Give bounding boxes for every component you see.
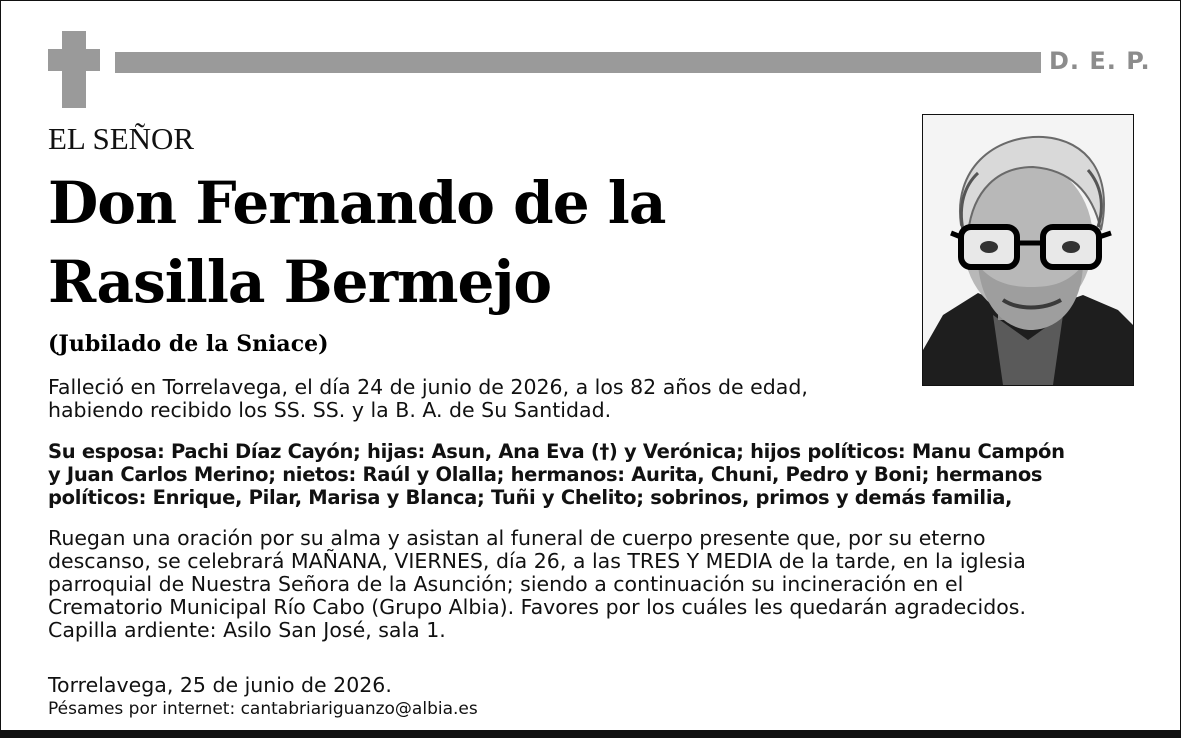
text-line: parroquial de Nuestra Señora de la Asunción; siendo a continuación su incineración en el [48, 572, 964, 596]
text-line: Su esposa: Pachi Díaz Cayón; hijas: Asun, Ana Eva (†) y Verónica; hijos políticos: Manu Campón [48, 440, 1065, 463]
family-list [48, 440, 1065, 509]
occupation: (Jubilado de la Sniace) [48, 331, 329, 357]
place-date: Torrelavega, 25 de junio de 2026. [48, 673, 392, 697]
cross-horizontal-bar [48, 49, 100, 71]
portrait-photo [922, 114, 1134, 386]
portrait-illustration [923, 115, 1133, 385]
funeral-details [48, 527, 1026, 642]
death-notice [48, 376, 808, 422]
intro-label: EL SEÑOR [48, 121, 195, 156]
condolences-line: Pésames por internet: cantabriariguanzo@albia.es [48, 699, 478, 719]
text-line: descanso, se celebrará MAÑANA, VIERNES, día 26, a las TRES Y MEDIA de la tarde, en la iglesia [48, 549, 1026, 573]
text-line: Falleció en Torrelavega, el día 24 de junio de 2026, a los 82 años de edad, [48, 375, 808, 399]
dep-badge: D. E. P. [1049, 47, 1151, 75]
header-rule [115, 52, 1041, 73]
name-line: Don Fernando de la [48, 169, 666, 237]
text-line: habiendo recibido los SS. SS. y la B. A. de Su Santidad. [48, 398, 612, 422]
text-line: y Juan Carlos Merino; nietos: Raúl y Olalla; hermanos: Aurita, Chuni, Pedro y Boni; hermanos [48, 463, 1043, 486]
text-line: Capilla ardiente: Asilo San José, sala 1. [48, 618, 446, 642]
name-line: Rasilla Bermejo [48, 248, 552, 316]
text-line: Crematorio Municipal Río Cabo (Grupo Albia). Favores por los cuáles les quedarán agradecidos. [48, 595, 1026, 619]
deceased-name [48, 164, 665, 322]
text-line: Ruegan una oración por su alma y asistan al funeral de cuerpo presente que, por su eterno [48, 526, 986, 550]
text-line: políticos: Enrique, Pilar, Marisa y Blanca; Tuñi y Chelito; sobrinos, primos y demás familia, [48, 486, 1013, 509]
